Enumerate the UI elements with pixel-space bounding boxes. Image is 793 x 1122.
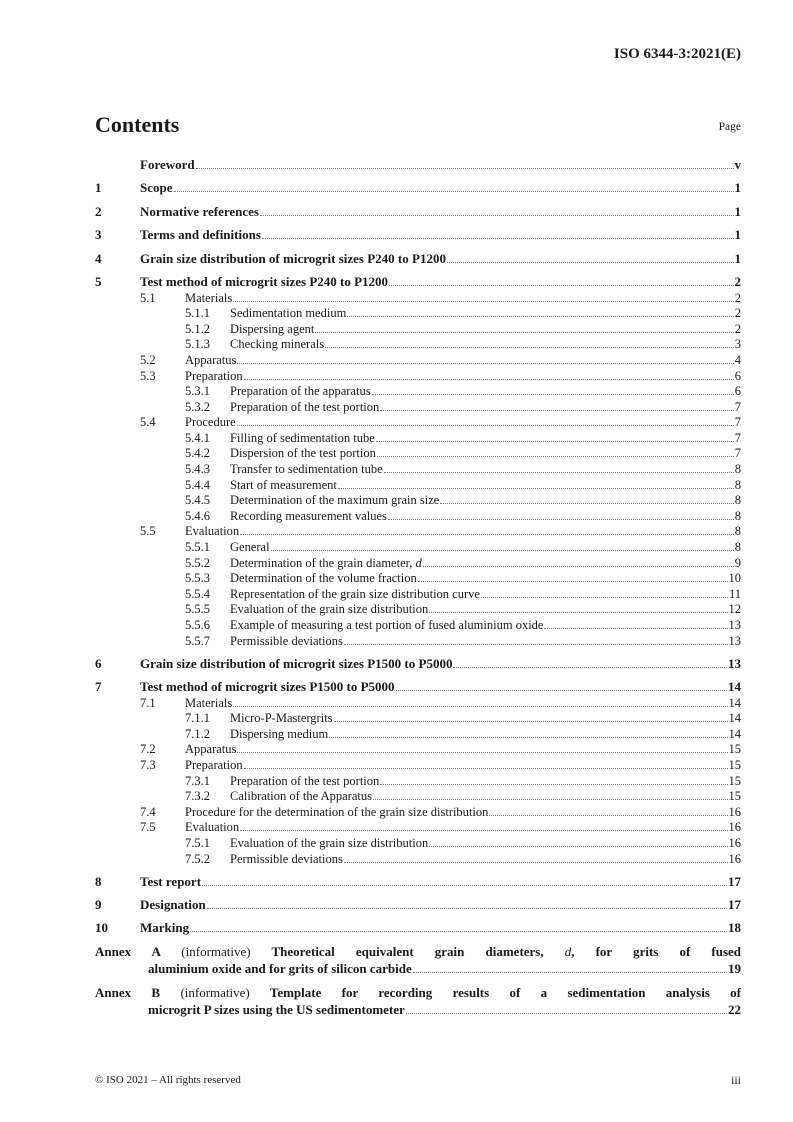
toc-entry-title-text: Test method of microgrit sizes P1500 to P5000 — [140, 679, 395, 694]
dot-leader — [481, 597, 728, 598]
toc-entry-title[interactable] — [230, 306, 346, 321]
toc-entry-page[interactable]: 17 — [728, 896, 741, 912]
dot-leader — [373, 799, 728, 800]
toc-entry-page[interactable]: 1 — [734, 203, 741, 219]
toc-entry-page[interactable]: 11 — [728, 586, 741, 601]
toc-entry-title-text: Materials — [185, 695, 233, 710]
toc-entry-title-text: Preparation — [185, 757, 243, 772]
toc-entry-title[interactable] — [185, 291, 232, 306]
toc-entry-title-text: Dispersing medium — [230, 726, 329, 741]
toc-entry-title[interactable] — [185, 742, 236, 757]
toc-entry[interactable] — [95, 173, 741, 196]
toc-entry-number: 7.5.1 — [185, 835, 210, 850]
toc-entry-page[interactable]: 6 — [734, 368, 741, 383]
toc-entry-number: 5.3.2 — [185, 399, 210, 414]
toc-entry[interactable] — [95, 220, 741, 243]
toc-entry-number: 5.5 — [140, 524, 156, 539]
toc-entry-title-text: Designation — [140, 896, 206, 912]
toc-entry-page[interactable]: 2 — [734, 321, 741, 336]
page-column-label: Page — [718, 121, 741, 133]
copyright-notice: © ISO 2021 – All rights reserved — [95, 1074, 241, 1086]
toc-entry-number: 7.1 — [140, 695, 156, 710]
annex-entry[interactable] — [95, 944, 741, 977]
toc-entry[interactable] — [95, 368, 741, 384]
toc-entry-page[interactable]: 8 — [734, 540, 741, 555]
toc-entry-number: 5.3.1 — [185, 384, 210, 399]
toc-entry-title-text: Recording measurement values — [230, 508, 387, 523]
annex-label: Annex A — [95, 944, 161, 960]
dot-leader — [244, 768, 728, 769]
toc-entry-page[interactable]: 1 — [734, 250, 741, 266]
toc-entry-number: 5.4.6 — [185, 508, 210, 523]
toc-entry-title-text: Permissible deviations — [230, 851, 343, 866]
toc-entry-number: 5.4.5 — [185, 493, 210, 508]
toc-entry-title[interactable] — [185, 353, 236, 368]
toc-entry-number: 7.1.2 — [185, 726, 210, 741]
toc-entry[interactable] — [95, 243, 741, 266]
toc-entry-title[interactable] — [230, 556, 422, 571]
toc-entry[interactable] — [95, 820, 741, 836]
dot-leader — [429, 612, 727, 613]
toc-entry-title[interactable] — [230, 431, 375, 446]
dot-leader — [377, 456, 734, 457]
toc-entry-title[interactable] — [230, 446, 376, 461]
dot-leader — [389, 285, 733, 286]
annex-title-line1: Theoretical equivalent grain diameters, — [271, 944, 565, 960]
toc-entry-title-text: Permissible deviations — [230, 633, 343, 648]
toc-entry[interactable] — [95, 555, 741, 571]
dot-leader — [344, 862, 728, 863]
dot-leader — [347, 316, 733, 317]
toc-entry-title[interactable] — [140, 679, 395, 695]
toc-entry-number: 9 — [95, 896, 102, 912]
toc-entry-page[interactable]: 3 — [734, 337, 741, 352]
toc-entry[interactable] — [95, 267, 741, 290]
annex-page[interactable]: 22 — [728, 1001, 741, 1017]
toc-entry-title[interactable] — [185, 415, 236, 430]
toc-entry-title[interactable] — [140, 180, 173, 196]
toc-entry-page[interactable]: 7 — [734, 399, 741, 414]
toc-entry-number: 5.4 — [140, 415, 156, 430]
toc-entry[interactable] — [95, 835, 741, 851]
dot-leader — [384, 472, 734, 473]
dot-leader — [489, 815, 727, 816]
dot-leader — [190, 931, 727, 932]
toc-entry-title[interactable] — [185, 524, 239, 539]
toc-entry-number: 5.5.3 — [185, 571, 210, 586]
toc-entry-number: 5.2 — [140, 352, 156, 367]
toc-entry[interactable] — [95, 539, 741, 555]
toc-entry-title[interactable] — [140, 897, 206, 913]
toc-entry-page[interactable]: 12 — [728, 602, 741, 617]
toc-entry[interactable] — [95, 196, 741, 219]
toc-entry-number: 5.5.7 — [185, 633, 210, 648]
toc-entry-title-text: Determination of the grain diameter, — [230, 555, 416, 570]
dot-leader — [338, 488, 734, 489]
toc-entry[interactable] — [95, 757, 741, 773]
toc-entry-page[interactable]: 7 — [734, 446, 741, 461]
toc-entry[interactable] — [95, 352, 741, 368]
toc-entry-page[interactable]: 1 — [734, 180, 741, 196]
toc-entry[interactable] — [95, 617, 741, 633]
toc-entry-title-text: Marking — [140, 920, 190, 936]
toc-entry-page[interactable]: v — [734, 157, 741, 172]
dot-leader — [271, 550, 734, 551]
toc-entry[interactable] — [95, 695, 741, 711]
toc-entry[interactable] — [95, 890, 741, 913]
toc-entry[interactable] — [95, 493, 741, 509]
toc-entry[interactable] — [95, 672, 741, 695]
toc-entry-title-text: Preparation — [185, 368, 243, 383]
toc-entry-title-text: Determination of the volume fraction — [230, 571, 417, 586]
toc-entry-number: 2 — [95, 203, 102, 219]
annex-title-line1-end: , for grits of fused — [571, 944, 741, 960]
annex-title-italic: d — [564, 944, 572, 960]
toc-entry[interactable] — [95, 742, 741, 758]
toc-entry-title[interactable] — [230, 836, 428, 851]
toc-entry[interactable] — [95, 524, 741, 540]
toc-entry-title-text: Calibration of the Apparatus — [230, 789, 372, 804]
toc-entry-number: 4 — [95, 250, 102, 266]
toc-entry-title-text: Checking minerals — [230, 337, 325, 352]
toc-entry-title[interactable] — [185, 369, 243, 384]
toc-entry-title-text: Scope — [140, 180, 173, 196]
toc-entry-page[interactable]: 17 — [728, 873, 741, 889]
dot-leader — [240, 830, 727, 831]
toc-entry-number: 5.1.1 — [185, 306, 210, 321]
toc-entry-title-text: Preparation of the test portion — [230, 773, 380, 788]
dot-leader — [372, 394, 734, 395]
toc-entry-title-text: Normative references — [140, 203, 259, 219]
toc-entry[interactable] — [95, 290, 741, 306]
toc-entry-number: 5.4.4 — [185, 477, 210, 492]
toc-entry-page[interactable]: 18 — [728, 920, 741, 936]
toc-entry-title[interactable] — [230, 711, 333, 726]
toc-entry-number: 5.5.1 — [185, 540, 210, 555]
toc-entry[interactable] — [95, 571, 741, 587]
dot-leader — [429, 846, 727, 847]
toc-entry[interactable] — [95, 415, 741, 431]
toc-entry-title[interactable] — [140, 656, 452, 672]
toc-entry-title[interactable] — [230, 384, 371, 399]
toc-entry-page[interactable]: 6 — [734, 384, 741, 399]
toc-entry-number: 7.1.1 — [185, 711, 210, 726]
toc-entry-number: 5.3 — [140, 368, 156, 383]
toc-entry-title-text: Materials — [185, 290, 233, 305]
toc-entry[interactable] — [95, 337, 741, 353]
toc-entry-page[interactable]: 8 — [734, 493, 741, 508]
toc-entry-title[interactable] — [230, 602, 428, 617]
annex-heading — [95, 985, 741, 1002]
dot-leader — [233, 301, 734, 302]
toc-entry-title-text: General — [230, 540, 270, 555]
toc-entry-page[interactable]: 13 — [728, 633, 741, 648]
dot-leader — [413, 972, 727, 973]
dot-leader — [237, 752, 727, 753]
toc-entry-title-text: Filling of sedimentation tube — [230, 430, 375, 445]
toc-entry-title-text: Dispersion of the test portion — [230, 446, 376, 461]
annex-title-line2: aluminium oxide and for grits of silicon carbide — [148, 960, 412, 976]
toc-entry[interactable] — [95, 633, 741, 649]
toc-entry-number: 7.3.2 — [185, 789, 210, 804]
annex-heading — [95, 944, 741, 961]
toc-entry-number: 5.1.3 — [185, 337, 210, 352]
toc-entry-number: 6 — [95, 655, 102, 671]
toc-entry-page[interactable]: 15 — [728, 789, 741, 804]
toc-entry-title[interactable] — [230, 852, 343, 867]
toc-entry-title-text: Evaluation — [185, 524, 240, 539]
toc-entry-title-text: Procedure — [185, 415, 236, 430]
toc-entry-title[interactable] — [185, 805, 488, 820]
toc-entry-page[interactable]: 13 — [728, 618, 741, 633]
dot-leader — [453, 667, 727, 668]
toc-entry-title-text: Grain size distribution of microgrit sizes P240 to P1200 — [140, 250, 446, 266]
toc-entry-title-text: Apparatus — [185, 352, 237, 367]
toc-entry-page[interactable]: 2 — [734, 290, 741, 305]
toc-entry-number: 7.2 — [140, 742, 156, 757]
toc-entry-page[interactable]: 1 — [734, 227, 741, 243]
toc-entry-page[interactable]: 2 — [734, 273, 741, 289]
dot-leader — [233, 706, 727, 707]
toc-entry[interactable] — [95, 804, 741, 820]
toc-entry-number: 7.5 — [140, 820, 156, 835]
toc-entry[interactable] — [95, 851, 741, 867]
toc-entry[interactable] — [95, 913, 741, 936]
dot-leader — [174, 191, 734, 192]
annex-title-line2: microgrit P sizes using the US sedimentometer — [148, 1001, 405, 1017]
toc-entry-page[interactable]: 14 — [728, 679, 741, 694]
annex-title-line1: Template for recording results of a sedimentation analysis of — [269, 985, 742, 1001]
toc-entry-title[interactable] — [230, 587, 480, 602]
toc-entry-page[interactable]: 15 — [728, 742, 741, 757]
toc-entry-title[interactable] — [230, 571, 417, 586]
toc-entry[interactable] — [95, 586, 741, 602]
dot-leader — [396, 690, 727, 691]
dot-leader — [260, 215, 734, 216]
toc-entry-title[interactable] — [230, 509, 387, 524]
toc-entry[interactable] — [95, 477, 741, 493]
toc-entry[interactable] — [95, 649, 741, 672]
page-number: iii — [730, 1073, 741, 1087]
toc-entry-title[interactable] — [230, 789, 372, 804]
toc-entry-number: 5.5.5 — [185, 602, 210, 617]
toc-entry-page[interactable]: 15 — [728, 757, 741, 772]
toc-entry-title-text: Procedure for the determination of the grain size distribution — [185, 804, 489, 819]
toc-entry[interactable] — [95, 384, 741, 400]
dot-leader — [262, 238, 734, 239]
dot-leader — [196, 168, 734, 169]
toc-entry-page[interactable]: 14 — [728, 726, 741, 741]
toc-entry-number: 5.4.3 — [185, 462, 210, 477]
toc-entry-title[interactable] — [140, 227, 261, 243]
dot-leader — [202, 885, 727, 886]
annex-page[interactable]: 19 — [728, 960, 741, 976]
toc-entry[interactable] — [95, 430, 741, 446]
annex-label: Annex B — [95, 985, 161, 1001]
dot-leader — [380, 410, 733, 411]
toc-entry-title-text: Dispersing agent — [230, 321, 315, 336]
toc-entry-page[interactable]: 8 — [734, 524, 741, 539]
toc-entry[interactable] — [95, 508, 741, 524]
toc-entry-title-text: Evaluation of the grain size distribution — [230, 835, 429, 850]
toc-entry-title[interactable] — [230, 493, 439, 508]
toc-entry-title-text: Grain size distribution of microgrit sizes P1500 to P5000 — [140, 655, 453, 671]
toc-entry-title-text: Apparatus — [185, 742, 237, 757]
toc-entry-number: 7.5.2 — [185, 851, 210, 866]
toc-entry[interactable] — [95, 446, 741, 462]
toc-entry-title-text: Foreword — [140, 157, 195, 172]
toc-entry-title[interactable] — [185, 696, 232, 711]
toc-entry-title-italic: d — [415, 555, 422, 570]
toc-entry-page[interactable]: 16 — [728, 804, 741, 819]
dot-leader — [388, 519, 734, 520]
toc-entry[interactable] — [95, 306, 741, 322]
dot-leader — [380, 784, 727, 785]
toc-entry-page[interactable]: 16 — [728, 820, 741, 835]
toc-entry[interactable] — [95, 461, 741, 477]
dot-leader — [329, 737, 727, 738]
toc-entry-number: 5.4.1 — [185, 430, 210, 445]
toc-entry-title[interactable] — [140, 274, 388, 290]
toc-entry-title-text: Terms and definitions — [140, 227, 261, 243]
toc-entry[interactable] — [95, 321, 741, 337]
page-title: Contents — [95, 112, 180, 137]
toc-entry-page[interactable]: 15 — [728, 773, 741, 788]
document-id: ISO 6344-3:2021(E) — [613, 46, 741, 62]
toc-entry-title-text: Sedimentation medium — [230, 306, 347, 321]
toc-entry[interactable] — [95, 789, 741, 805]
toc-entry-page[interactable]: 2 — [734, 306, 741, 321]
dot-leader — [423, 566, 734, 567]
dot-leader — [418, 581, 728, 582]
toc-entry-number: 5.4.2 — [185, 446, 210, 461]
toc-entry-page[interactable]: 8 — [734, 462, 741, 477]
toc-entry-title[interactable] — [230, 337, 324, 352]
toc-entry-title[interactable] — [230, 400, 379, 415]
annex-type: (informative) — [180, 985, 250, 1001]
dot-leader — [240, 534, 734, 535]
annex-title-line2-row — [95, 1002, 741, 1019]
dot-leader — [244, 379, 734, 380]
toc-entry-page[interactable]: 14 — [728, 711, 741, 726]
annex-type: (informative) — [181, 944, 251, 960]
toc-entry-number: 5.5.2 — [185, 555, 210, 570]
dot-leader — [237, 363, 733, 364]
toc-entry-title[interactable] — [140, 920, 189, 936]
toc-entry[interactable] — [95, 711, 741, 727]
dot-leader — [325, 347, 734, 348]
annex-entry[interactable] — [95, 985, 741, 1018]
toc-entry-number: 5.5.4 — [185, 586, 210, 601]
toc-entry-page[interactable]: 16 — [728, 835, 741, 850]
toc-entry-title-text: Test report — [140, 873, 202, 889]
toc-entry-number: 5 — [95, 273, 102, 289]
toc-entry-title-text: Start of measurement — [230, 477, 337, 492]
dot-leader — [544, 628, 727, 629]
toc-entry-page[interactable]: 10 — [728, 571, 741, 586]
toc-entry-title[interactable] — [230, 634, 343, 649]
annex-title-line2-row — [95, 961, 741, 978]
toc-entry-title[interactable] — [230, 322, 314, 337]
dot-leader — [447, 262, 734, 263]
toc-entry-page[interactable]: 14 — [728, 695, 741, 710]
toc-entry-page[interactable]: 16 — [728, 851, 741, 866]
toc-entry-number: 5.5.6 — [185, 618, 210, 633]
toc-entry-title[interactable] — [230, 478, 337, 493]
toc-entry-title-text: Evaluation of the grain size distribution — [230, 602, 429, 617]
toc-entry-title[interactable] — [230, 462, 383, 477]
toc-entry-page[interactable]: 13 — [728, 655, 741, 671]
dot-leader — [237, 425, 734, 426]
toc-entry-number: 5.1.2 — [185, 321, 210, 336]
toc-entry-number: 8 — [95, 873, 102, 889]
toc-entry-page[interactable]: 9 — [734, 555, 741, 570]
toc-entry-page[interactable]: 7 — [734, 415, 741, 430]
dot-leader — [440, 503, 733, 504]
toc-entry-title[interactable] — [140, 157, 195, 173]
dot-leader — [334, 721, 728, 722]
toc-entry-number: 5.1 — [140, 290, 156, 305]
toc-entry-title[interactable] — [230, 727, 328, 742]
toc-entry-title[interactable] — [230, 618, 543, 633]
toc-entry-title-text: Evaluation — [185, 820, 240, 835]
toc-entry-title-text: Determination of the maximum grain size — [230, 493, 440, 508]
toc-entry-title[interactable] — [230, 774, 379, 789]
toc-entry-number: 3 — [95, 227, 102, 243]
dot-leader — [406, 1013, 727, 1014]
toc-entry-page[interactable]: 4 — [734, 352, 741, 367]
toc-entry-title-text: Transfer to sedimentation tube — [230, 462, 383, 477]
table-of-contents — [95, 156, 741, 1018]
toc-entry-title-text: Example of measuring a test portion of fused aluminium oxide — [230, 618, 544, 633]
toc-entry[interactable] — [95, 726, 741, 742]
toc-entry-title[interactable] — [140, 874, 201, 890]
toc-entry-number: 7.3 — [140, 757, 156, 772]
toc-entry-number: 7 — [95, 679, 102, 694]
toc-entry-title[interactable] — [140, 204, 259, 220]
toc-entry[interactable] — [95, 867, 741, 890]
toc-entry[interactable] — [95, 156, 741, 173]
toc-entry-number: 1 — [95, 180, 102, 196]
dot-leader — [376, 441, 734, 442]
toc-entry-page[interactable]: 7 — [734, 430, 741, 445]
toc-entry-title[interactable] — [185, 758, 243, 773]
toc-entry-page[interactable]: 8 — [734, 508, 741, 523]
toc-entry[interactable] — [95, 773, 741, 789]
toc-entry[interactable] — [95, 399, 741, 415]
toc-entry-number: 10 — [95, 920, 108, 936]
dot-leader — [315, 332, 733, 333]
toc-entry-title[interactable] — [185, 820, 239, 835]
toc-entry-title[interactable] — [140, 251, 446, 267]
toc-entry-title-text: Micro-P-Mastergrits — [230, 711, 333, 726]
toc-entry-number: 7.3.1 — [185, 773, 210, 788]
dot-leader — [207, 908, 727, 909]
toc-entry-page[interactable]: 8 — [734, 477, 741, 492]
toc-entry[interactable] — [95, 602, 741, 618]
toc-entry-title-text: Preparation of the test portion — [230, 399, 380, 414]
toc-entry-number: 7.4 — [140, 804, 156, 819]
toc-entry-title[interactable] — [230, 540, 270, 555]
dot-leader — [344, 644, 728, 645]
toc-entry-title-text: Preparation of the apparatus — [230, 384, 371, 399]
toc-entry-title-text: Representation of the grain size distribution curve — [230, 586, 480, 601]
toc-entry-title-text: Test method of microgrit sizes P240 to P1200 — [140, 273, 389, 289]
